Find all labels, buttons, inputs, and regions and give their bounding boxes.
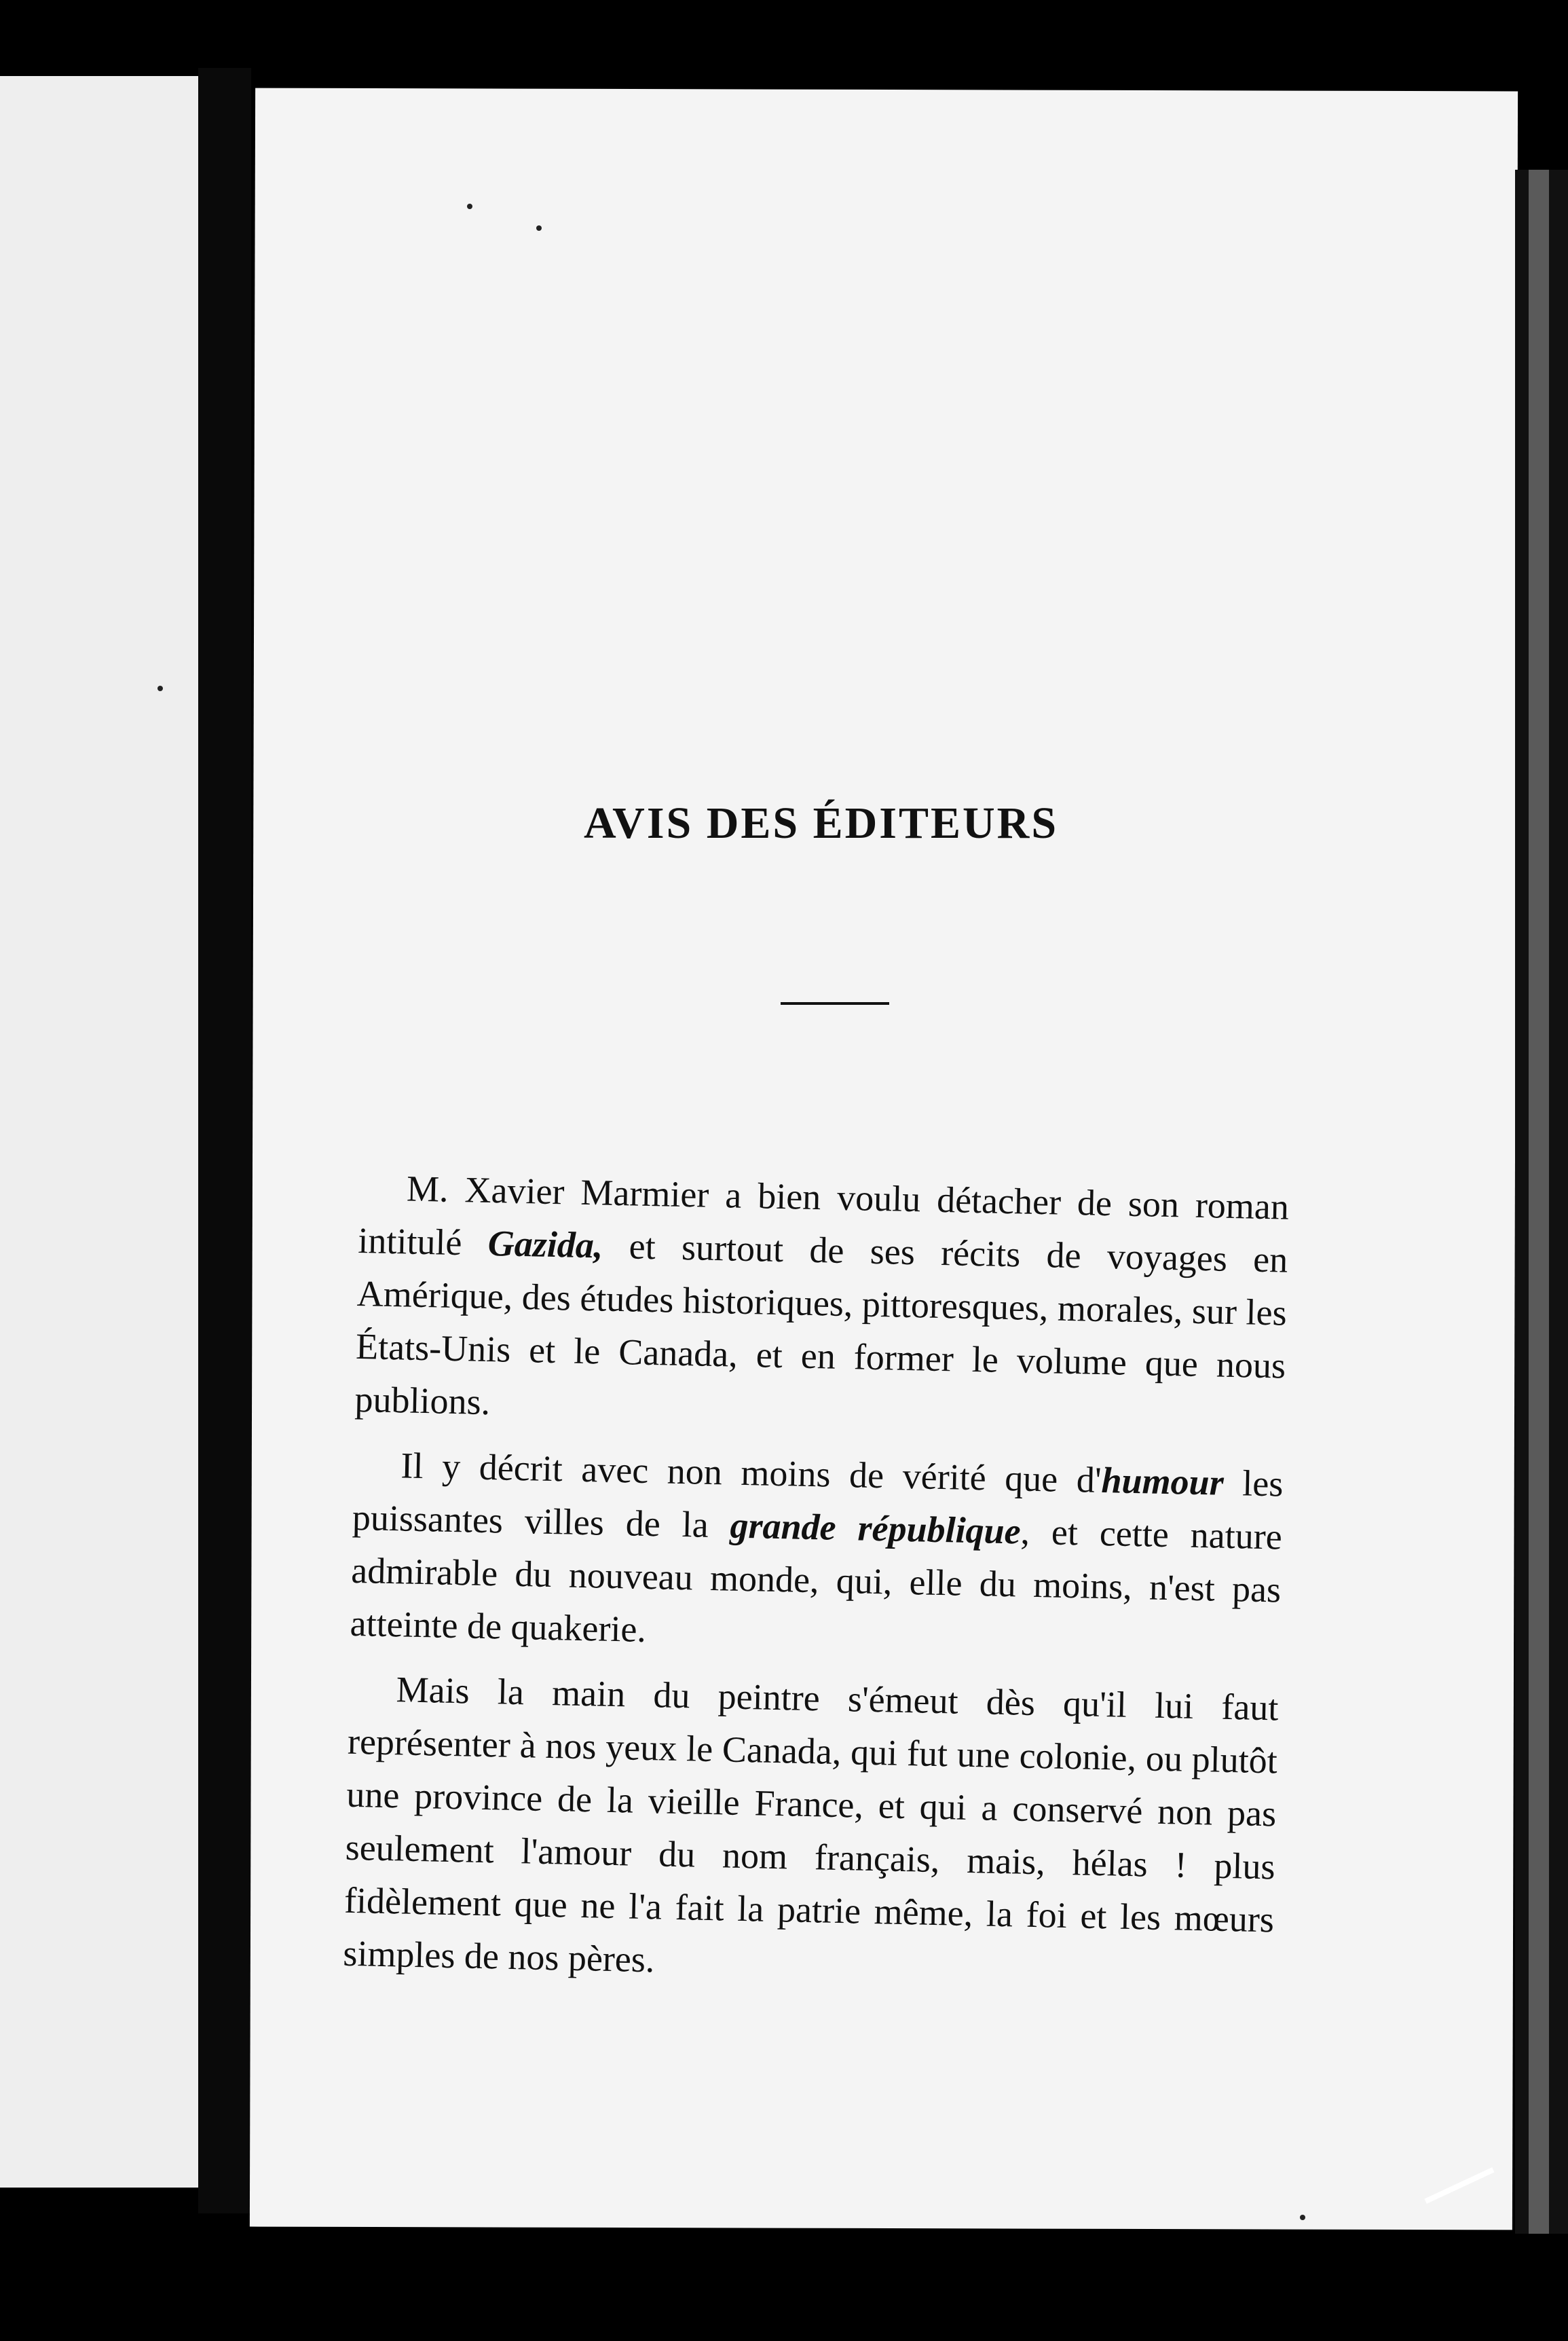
paragraph-2-humour: humour xyxy=(1101,1459,1225,1503)
paragraph-2-text-c: , et cette nature admirable du nouveau monde, qui, elle du moins, n'est pas atteinte de quakerie. xyxy=(350,1511,1283,1650)
paragraph-3-text: Mais la main du peintre s'émeut dès qu'il lui faut représenter à nos yeux le Canada, qui fut une colonie, ou plutôt une province de la vieille France, et qui a conservé non pas seulement l'amour du nom français, mais, hélas ! plus fidèlement que ne l'a fait la patrie même, la foi et les mœurs simples de nos pères. xyxy=(342,1669,1280,1980)
paragraph-1 xyxy=(354,1161,1290,1445)
ink-speck xyxy=(467,204,472,209)
paragraph-2-text-b: les puissantes villes de la xyxy=(352,1462,1284,1546)
page-stack-edge xyxy=(1515,170,1568,2234)
book-gutter xyxy=(198,68,251,2213)
paragraph-1-text-b: et surtout de ses récits de voyages en Amérique, des études historiques, pittoresques, morales, sur les États-Unis et le Canada, et en former le volume que nous publions. xyxy=(354,1225,1288,1423)
page-stack-band xyxy=(1529,170,1549,2234)
ink-speck xyxy=(1300,2215,1305,2220)
ink-speck xyxy=(536,225,542,231)
paragraph-3 xyxy=(343,1662,1280,1999)
notice-body xyxy=(342,1161,1289,2011)
paragraph-1-text-a: M. Xavier Marmier a bien voulu détacher de son roman intitulé xyxy=(357,1168,1290,1264)
facing-page-edge xyxy=(0,76,198,2188)
page-heading: AVIS DES ÉDITEURS xyxy=(584,798,1059,848)
ink-speck xyxy=(157,686,163,691)
paragraph-2-grande-republique: grande république xyxy=(730,1505,1022,1552)
paragraph-2-text-a: Il y décrit avec non moins de vérité que d' xyxy=(400,1445,1102,1500)
heading-rule xyxy=(781,1002,889,1005)
paragraph-1-title-gazida: Gazida, xyxy=(487,1222,604,1266)
paragraph-2 xyxy=(350,1438,1284,1670)
